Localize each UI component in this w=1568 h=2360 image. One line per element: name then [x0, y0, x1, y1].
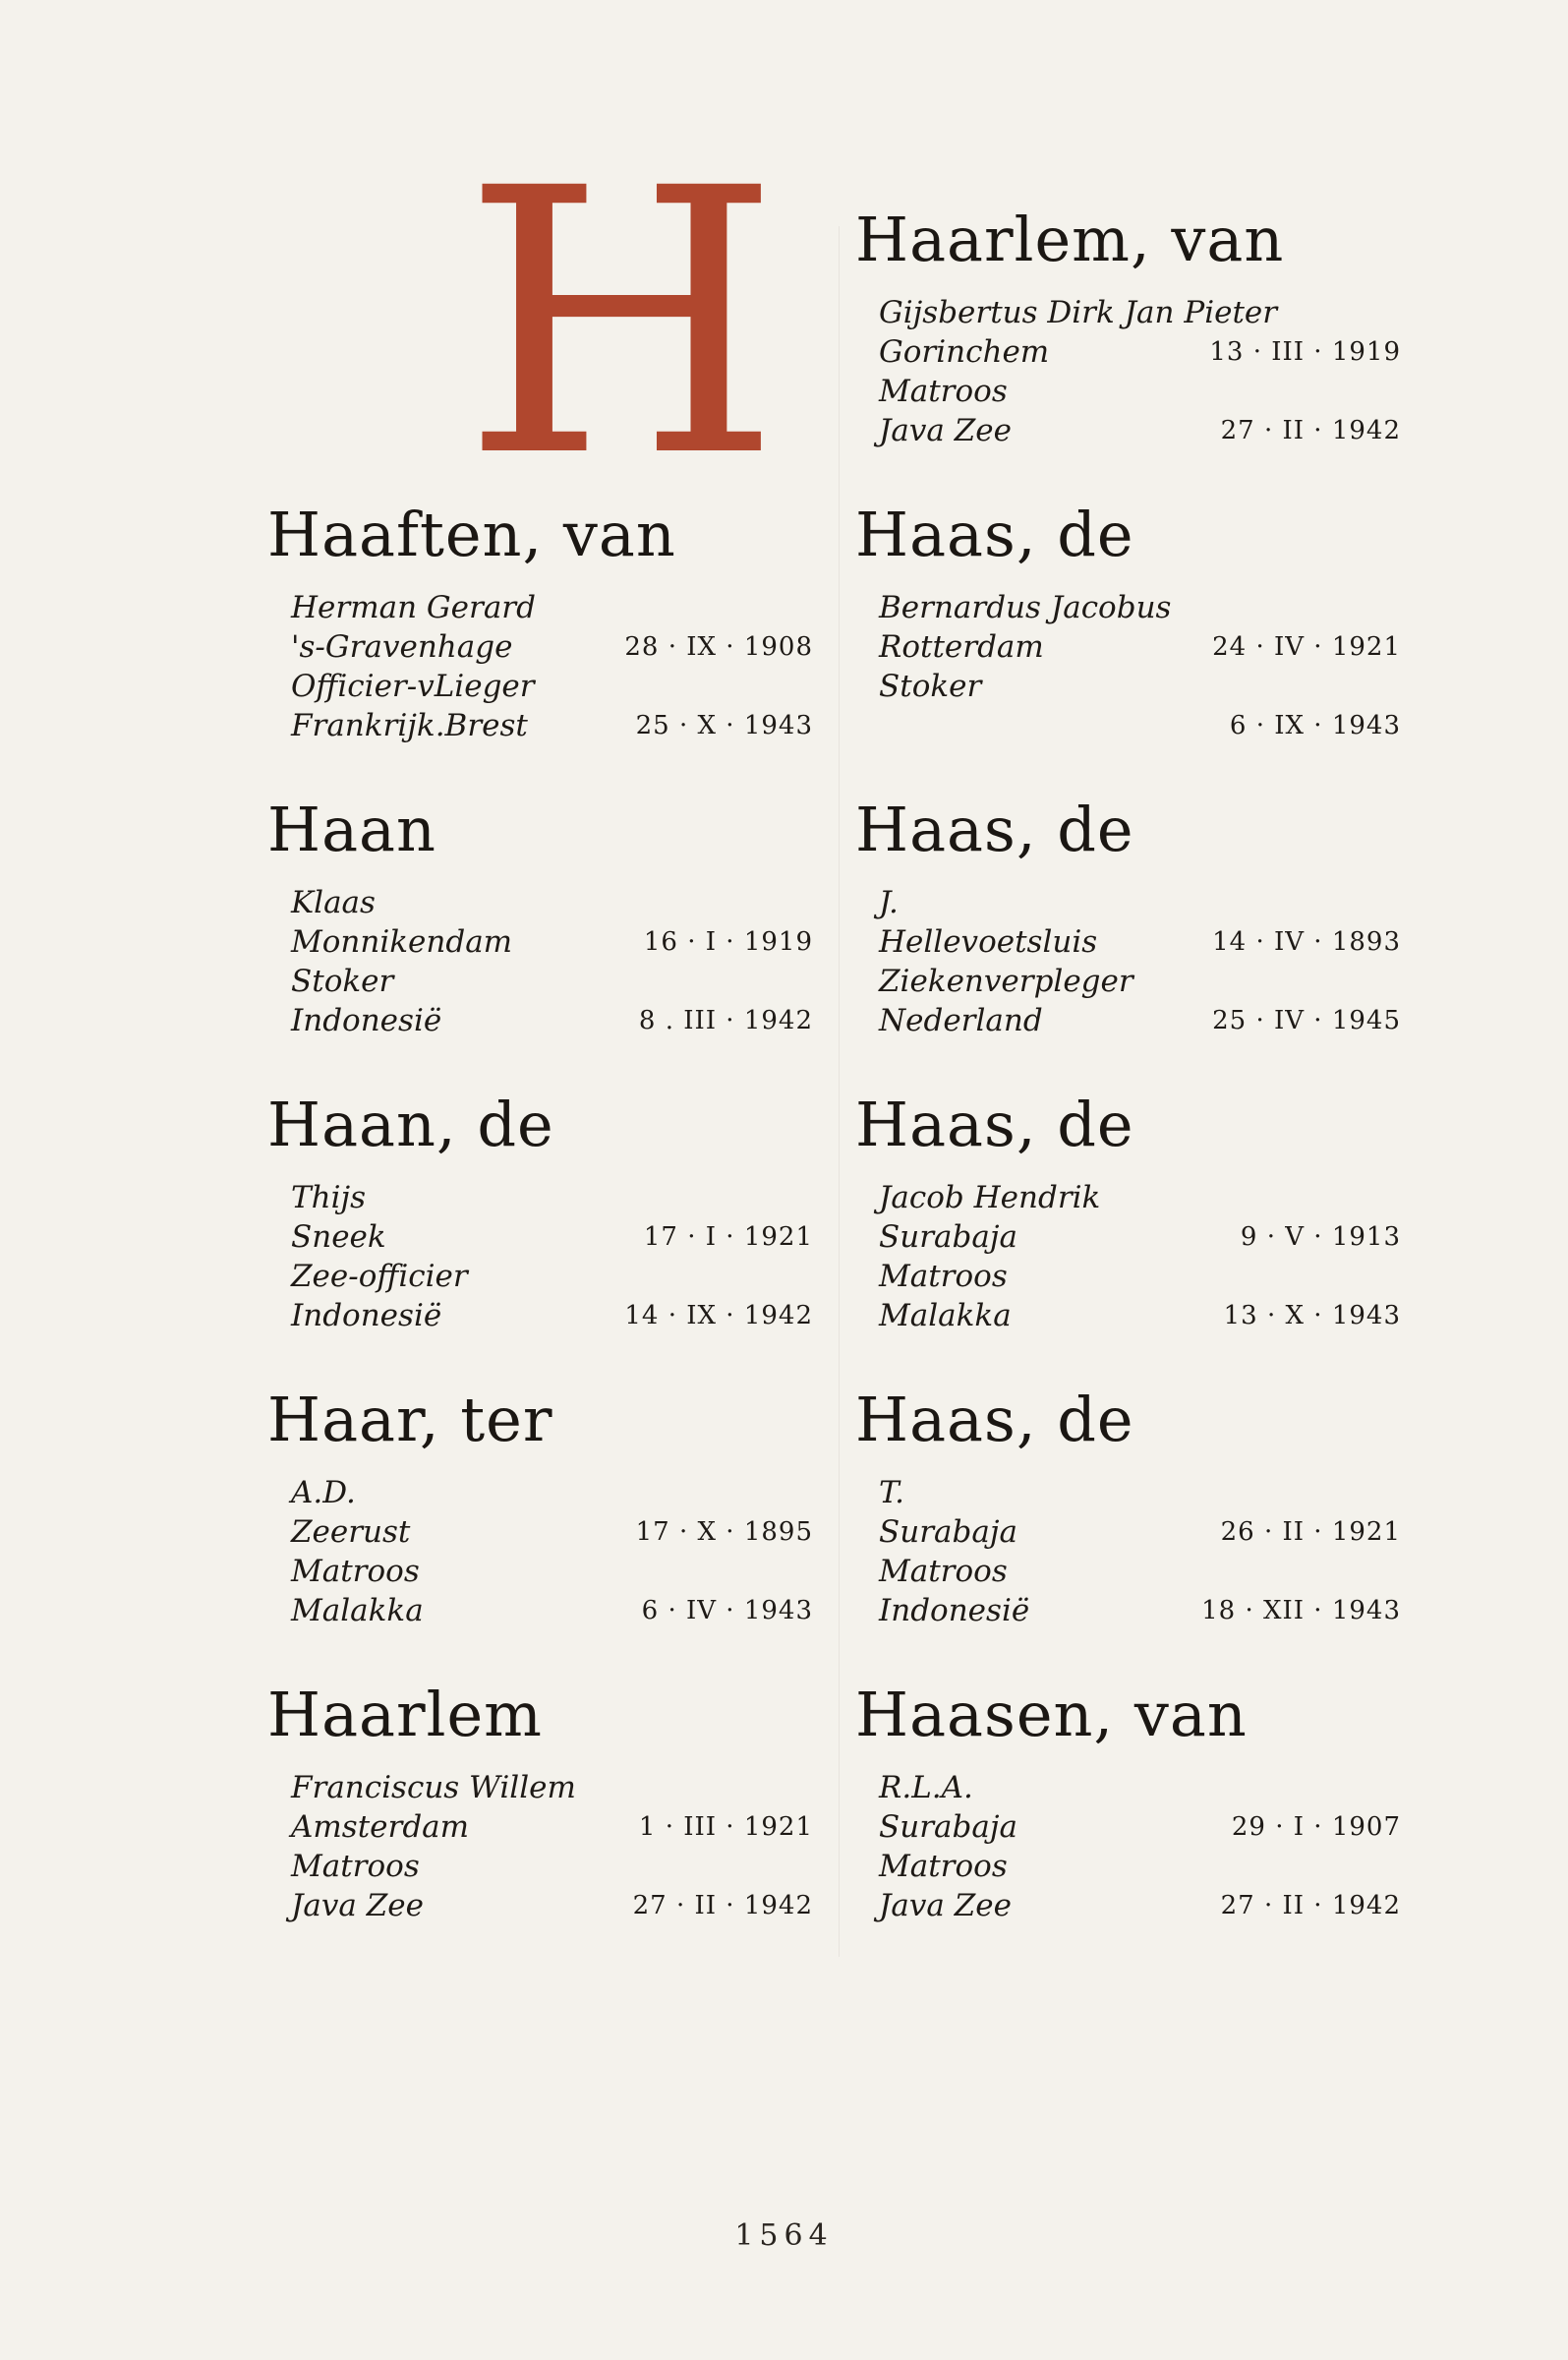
entry-line	[855, 1591, 1445, 1630]
line-date: 24 · IV · 1921	[1212, 632, 1401, 662]
line-text: Zee-officier	[291, 1259, 468, 1294]
entry-surname: Haaften, van	[267, 499, 676, 570]
line-date: 14 · IV · 1893	[1212, 927, 1401, 957]
page-number: 1564	[734, 2218, 834, 2253]
entry-right-6	[855, 1680, 1445, 1925]
entry-details	[855, 1473, 1445, 1630]
line-date: 6 · IX · 1943	[1229, 711, 1401, 740]
entry-line	[267, 1257, 857, 1296]
entry-surname: Haan	[267, 794, 436, 865]
line-text: Surabaja	[879, 1809, 1017, 1845]
entry-right-2	[855, 500, 1445, 745]
entry-left-1	[267, 500, 857, 745]
line-date: 17 · I · 1921	[643, 1222, 813, 1252]
line-date: 9 · V · 1913	[1240, 1222, 1401, 1252]
line-text: Zeerust	[291, 1514, 411, 1550]
line-text: Surabaja	[879, 1219, 1017, 1255]
line-date: 18 · XII · 1943	[1201, 1596, 1401, 1625]
entry-line	[855, 922, 1445, 962]
line-text: Jacob Hendrik	[879, 1180, 1101, 1215]
line-text: Thijs	[291, 1180, 367, 1215]
line-text: Matroos	[879, 1849, 1008, 1884]
entry-line	[855, 372, 1445, 411]
line-date: 17 · X · 1895	[635, 1517, 813, 1547]
entry-line	[855, 411, 1445, 450]
line-date: 27 · II · 1942	[632, 1891, 813, 1920]
entry-line	[267, 1768, 857, 1807]
entry-line	[267, 1807, 857, 1847]
line-text: Malakka	[291, 1593, 424, 1628]
entry-line	[267, 1001, 857, 1040]
line-date: 16 · I · 1919	[643, 927, 813, 957]
line-text: 's-Gravenhage	[291, 629, 513, 665]
line-text: Gijsbertus Dirk Jan Pieter	[879, 295, 1278, 330]
entry-surname: Haasen, van	[855, 1679, 1248, 1750]
line-text: Bernardus Jacobus	[879, 590, 1172, 625]
entry-details	[267, 1473, 857, 1630]
entry-surname: Haan, de	[267, 1089, 554, 1160]
line-text: Franciscus Willem	[291, 1770, 576, 1805]
entry-line	[855, 332, 1445, 372]
entry-line	[267, 962, 857, 1001]
entry-left-4	[267, 1385, 857, 1630]
entry-details	[855, 588, 1445, 745]
entry-line	[267, 1178, 857, 1217]
entry-details	[855, 1768, 1445, 1925]
line-text: Stoker	[879, 669, 982, 704]
entry-details	[267, 1178, 857, 1335]
line-text: Gorinchem	[879, 334, 1050, 370]
line-text: Indonesië	[291, 1298, 442, 1333]
entry-details	[267, 588, 857, 745]
line-date: 29 · I · 1907	[1231, 1812, 1401, 1842]
line-text: Klaas	[291, 885, 376, 920]
line-text: J.	[879, 885, 899, 920]
entry-right-3	[855, 795, 1445, 1040]
line-text: R.L.A.	[879, 1770, 973, 1805]
entry-line	[267, 1886, 857, 1925]
entry-line	[267, 1591, 857, 1630]
entry-line	[267, 667, 857, 706]
entry-line	[855, 588, 1445, 627]
line-text: Matroos	[879, 1259, 1008, 1294]
entry-line	[267, 883, 857, 922]
entry-line	[855, 1807, 1445, 1847]
line-date: 25 · IV · 1945	[1212, 1006, 1401, 1035]
line-text: Sneek	[291, 1219, 386, 1255]
entry-line	[855, 1296, 1445, 1335]
line-date: 27 · II · 1942	[1220, 416, 1401, 445]
entry-details	[855, 1178, 1445, 1335]
line-date: 14 · IX · 1942	[624, 1301, 813, 1330]
line-date: 8 . III · 1942	[638, 1006, 813, 1035]
entry-left-5	[267, 1680, 857, 1925]
line-text: Indonesië	[291, 1003, 442, 1038]
entry-surname: Haas, de	[855, 1384, 1134, 1455]
entry-line	[855, 1847, 1445, 1886]
entry-left-3	[267, 1090, 857, 1335]
line-text: Frankrijk.Brest	[291, 708, 528, 743]
line-text: Indonesië	[879, 1593, 1030, 1628]
line-date: 1 · III · 1921	[638, 1812, 813, 1842]
line-text: Nederland	[879, 1003, 1043, 1038]
entry-line	[855, 706, 1445, 745]
entry-line	[267, 1473, 857, 1512]
line-date: 28 · IX · 1908	[624, 632, 813, 662]
entry-line	[855, 1768, 1445, 1807]
entry-surname: Haas, de	[855, 794, 1134, 865]
line-date: 26 · II · 1921	[1220, 1517, 1401, 1547]
entry-line	[855, 1552, 1445, 1591]
line-date: 13 · X · 1943	[1223, 1301, 1401, 1330]
entry-line	[855, 883, 1445, 922]
line-text: Herman Gerard	[291, 590, 536, 625]
line-text: Stoker	[291, 964, 394, 999]
line-text: Matroos	[291, 1554, 420, 1589]
entry-line	[267, 1512, 857, 1552]
line-text: Matroos	[879, 374, 1008, 409]
line-text: Malakka	[879, 1298, 1012, 1333]
entry-line	[267, 627, 857, 667]
entry-line	[267, 706, 857, 745]
entry-line	[855, 1473, 1445, 1512]
entry-right-1	[855, 205, 1445, 450]
entry-surname: Haas, de	[855, 499, 1134, 570]
entry-line	[267, 1847, 857, 1886]
line-text: Matroos	[879, 1554, 1008, 1589]
line-text: T.	[879, 1475, 904, 1510]
entry-surname: Haas, de	[855, 1089, 1134, 1160]
entry-line	[855, 1257, 1445, 1296]
line-text: Ziekenverpleger	[879, 964, 1133, 999]
entry-details	[855, 883, 1445, 1040]
entry-surname: Haarlem, van	[855, 204, 1285, 275]
line-date: 13 · III · 1919	[1209, 337, 1401, 367]
decorated-initial-letter: H	[462, 111, 782, 537]
entry-line	[267, 1296, 857, 1335]
line-text: Surabaja	[879, 1514, 1017, 1550]
entry-line	[267, 922, 857, 962]
entry-line	[855, 962, 1445, 1001]
entry-line	[855, 1886, 1445, 1925]
line-text: A.D.	[291, 1475, 356, 1510]
entry-line	[267, 588, 857, 627]
entry-right-4	[855, 1090, 1445, 1335]
line-text: Rotterdam	[879, 629, 1044, 665]
line-date: 27 · II · 1942	[1220, 1891, 1401, 1920]
line-text: Hellevoetsluis	[879, 924, 1098, 960]
line-text: Java Zee	[879, 1888, 1012, 1923]
line-text: Officier-vLieger	[291, 669, 535, 704]
entry-line	[267, 1552, 857, 1591]
entry-line	[855, 1001, 1445, 1040]
entry-line	[855, 1217, 1445, 1257]
entry-line	[267, 1217, 857, 1257]
line-text: Monnikendam	[291, 924, 513, 960]
line-text: Java Zee	[879, 413, 1012, 448]
entry-line	[855, 1512, 1445, 1552]
entry-details	[267, 1768, 857, 1925]
entry-line	[855, 627, 1445, 667]
entry-line	[855, 1178, 1445, 1217]
entry-surname: Haar, ter	[267, 1384, 553, 1455]
entry-line	[855, 667, 1445, 706]
entry-right-5	[855, 1385, 1445, 1630]
entry-details	[855, 293, 1445, 450]
line-date: 6 · IV · 1943	[641, 1596, 813, 1625]
entry-details	[267, 883, 857, 1040]
entry-surname: Haarlem	[267, 1679, 543, 1750]
entry-line	[855, 293, 1445, 332]
line-text: Amsterdam	[291, 1809, 470, 1845]
entry-left-2	[267, 795, 857, 1040]
line-date: 25 · X · 1943	[635, 711, 813, 740]
line-text: Matroos	[291, 1849, 420, 1884]
line-text: Java Zee	[291, 1888, 424, 1923]
